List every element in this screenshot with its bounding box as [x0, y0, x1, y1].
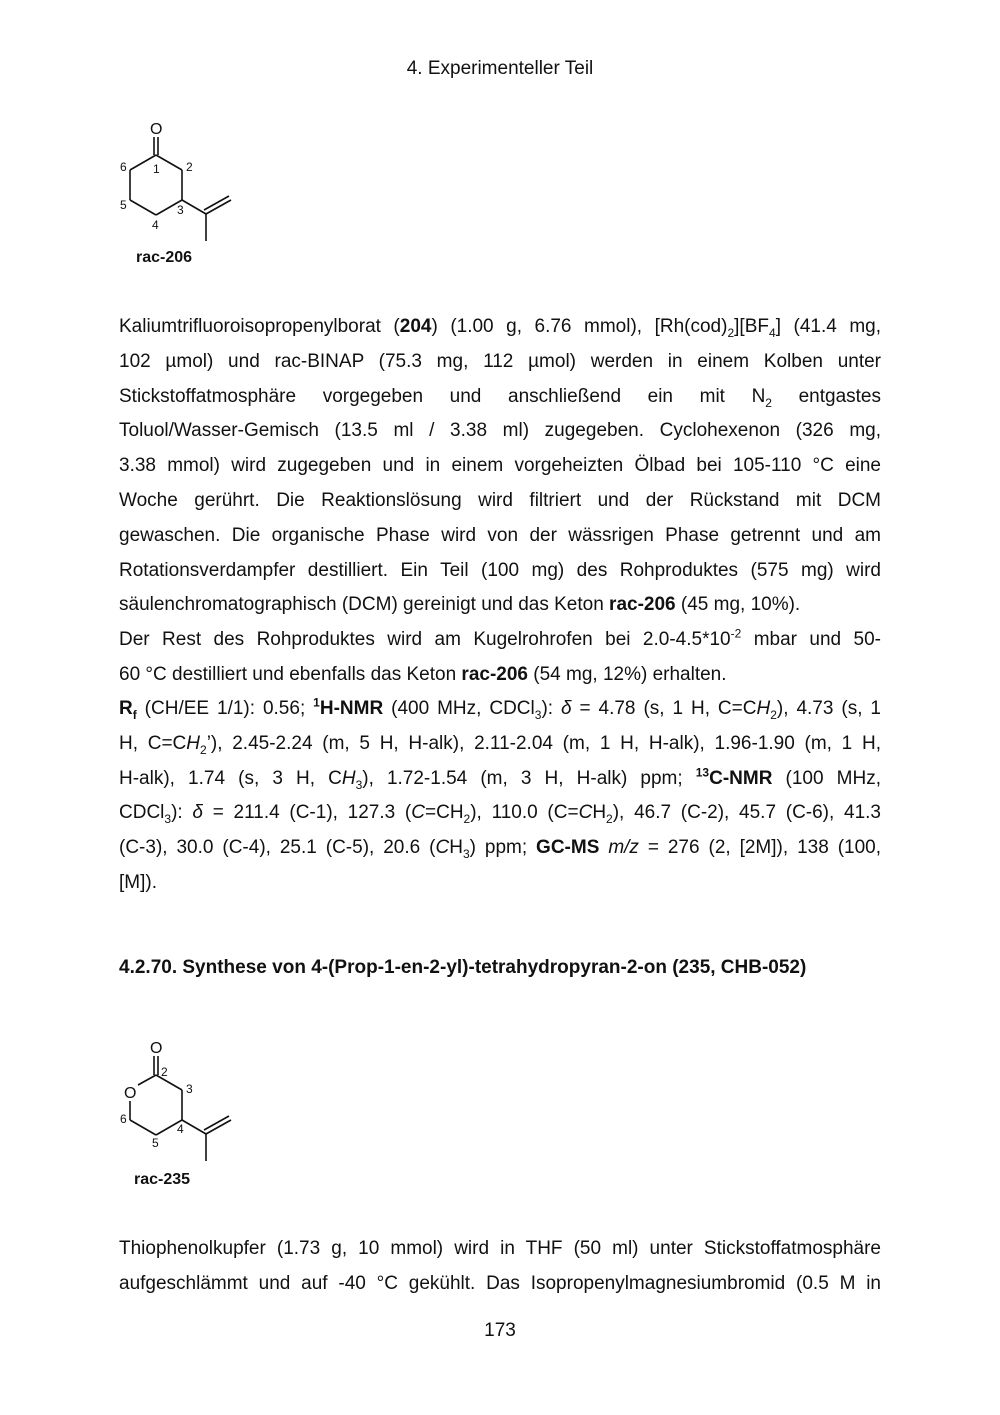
oxygen-atom: O	[150, 121, 163, 138]
running-header: 4. Experimenteller Teil	[406, 58, 594, 79]
para1-line-2: 102 µmol) und rac-BINAP (75.3 mg, 112 µmol) werden in einem Kolben unter	[119, 350, 881, 372]
ring-oxygen-atom: O	[124, 1085, 137, 1102]
compound-ref-rac-206: rac-206	[461, 663, 528, 685]
procedure-paragraph-1	[119, 310, 881, 693]
para1-line-8: Rotationsverdampfer destilliert. Ein Teil (100 mg) des Rohproduktes (575 mg) wird	[119, 559, 881, 581]
atom-number-4: 4	[152, 218, 159, 232]
atom-number-3: 3	[186, 1082, 193, 1096]
atom-number-4: 4	[177, 1122, 184, 1136]
para1-line-1: Kaliumtrifluoroisopropenylborat (204) (1.00 g, 6.76 mmol), $[Rh(cod)_2][BF_4]$ (41.4 mg,	[119, 316, 881, 340]
page-number: 173	[484, 1320, 516, 1341]
atom-number-1: 1	[153, 162, 160, 176]
para1-line-4: Toluol/Wasser-Gemisch (13.5 ml / 3.38 ml) zugegeben. Cyclohexenon (326 mg,	[119, 420, 881, 442]
compound-label-rac-206: rac-206	[136, 249, 193, 266]
compound-ref-rac-206: rac-206	[609, 594, 676, 616]
atom-number-6: 6	[120, 160, 127, 174]
structure-rac-206	[110, 115, 250, 250]
para1-line-10: Der Rest des Rohproduktes wird am Kugelrohrofen bei $2.0-4.5*10^{-2}$ mbar und 50-	[119, 626, 881, 651]
compound-ref-204: 204	[399, 316, 432, 337]
para3-line-2: aufgeschlämmt und auf -40 °C gekühlt. Das Isopropenylmagnesiumbromid (0.5 M in	[119, 1272, 881, 1294]
atom-number-6: 6	[120, 1112, 127, 1126]
para1-line-5: 3.38 mmol) wird zugegeben und in einem vorgeheizten Ölbad bei 105-110 °C eine	[119, 455, 881, 477]
para2-line-2: H, $C=CH_2$’), 2.45-2.24 (m, 5 H, H-alk), 2.11-2.04 (m, 1 H, H-alk), 1.96-1.90 (m, 1 H,	[119, 732, 881, 757]
para1-line-6: Woche gerührt. Die Reaktionslösung wird filtriert und der Rückstand mit DCM	[119, 489, 881, 511]
carbonyl-oxygen-atom: O	[150, 1040, 163, 1057]
para2-line-6: [M]).	[119, 871, 157, 893]
atom-number-5: 5	[120, 198, 127, 212]
para2-line-5: (C-3), 30.0 (C-4), 25.1 (C-5), 20.6 $(CH_3)$ ppm; GC-MS m/z = 276 (2, [2M]), 138 (100,	[119, 837, 882, 861]
para1-line-11: 60 °C destilliert und ebenfalls das Keton rac-206 (54 mg, 12%) erhalten.	[119, 663, 727, 685]
section-heading: 4.2.70. Synthese von 4-(Prop-1-en-2-yl)-tetrahydropyran-2-on (235, CHB-052)	[119, 957, 807, 978]
compound-label-rac-235: rac-235	[134, 1171, 191, 1188]
atom-number-2: 2	[161, 1065, 168, 1079]
para2-line-1: $R_f$ (CH/EE 1/1): 0.56; $^1$H-NMR (400 MHz, CDCl$_3$): δ = 4.78 (s, 1 H, $C=CH_2$), 4.73 (s, 1	[119, 695, 881, 722]
structure-rac-206-drawing	[110, 115, 250, 250]
analytics-paragraph	[119, 692, 881, 901]
para1-line-3: Stickstoffatmosphäre vorgegeben und anschließend ein mit $N_2$ entgastes	[119, 385, 881, 410]
atom-number-2: 2	[186, 160, 193, 174]
para1-line-7: gewaschen. Die organische Phase wird von der wässrigen Phase getrennt und am	[119, 524, 881, 546]
atom-number-3: 3	[177, 203, 184, 217]
para3-line-1: Thiophenolkupfer (1.73 g, 10 mmol) wird in THF (50 ml) unter Stickstoffatmosphäre	[119, 1238, 881, 1259]
procedure-paragraph-2	[119, 1232, 881, 1302]
structure-rac-235	[110, 1035, 250, 1170]
atom-number-5: 5	[152, 1136, 159, 1150]
para2-line-3: H-alk), 1.74 (s, 3 H, $CH_3$), 1.72-1.54 (m, 3 H, H-alk) ppm; $^{13}$C-NMR (100 MHz,	[119, 765, 881, 792]
para2-line-4: CDCl$_3$): δ = 211.4 (C-1), 127.3 $(C=CH_2)$, 110.0 $(C=CH_2)$, 46.7 (C-2), 45.7 (C-6), 41.3	[119, 802, 881, 827]
para1-line-9: säulenchromatographisch (DCM) gereinigt und das Keton rac-206 (45 mg, 10%).	[119, 594, 801, 616]
structure-rac-235-drawing	[110, 1035, 250, 1170]
